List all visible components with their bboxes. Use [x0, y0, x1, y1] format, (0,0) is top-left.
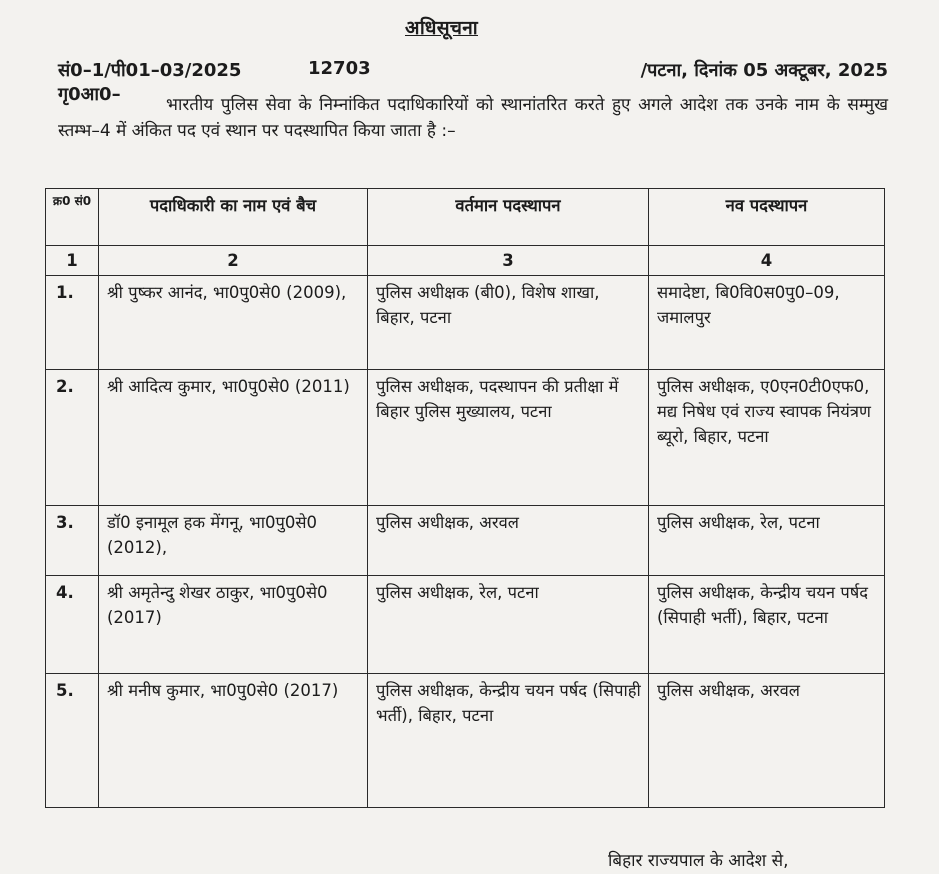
column-number-row — [46, 246, 885, 276]
column-number: 1 — [46, 246, 99, 276]
new-posting-cell: पुलिस अधीक्षक, रेल, पटना — [649, 506, 885, 576]
table-row — [46, 506, 885, 576]
serial-cell: 4. — [46, 576, 99, 674]
header-new-posting: नव पदस्थापन — [649, 189, 885, 246]
table-row — [46, 576, 885, 674]
serial-cell: 3. — [46, 506, 99, 576]
header-current-posting: वर्तमान पदस्थापन — [368, 189, 649, 246]
table-row — [46, 370, 885, 506]
current-posting-cell: पुलिस अधीक्षक (बी0), विशेष शाखा, बिहार, पटना — [368, 276, 649, 370]
intro-text: भारतीय पुलिस सेवा के निम्नांकित पदाधिकारियों को स्थानांतरित करते हुए अगले आदेश तक उनके नाम के सम्मुख स्तम्भ–4 में अंकित पद एवं स्थान पर पदस्थापित किया जाता है :– — [58, 95, 888, 141]
letter-number: 12703 — [308, 58, 371, 79]
name-cell: श्री पुष्कर आनंद, भा0पु0से0 (2009), — [99, 276, 368, 370]
serial-cell: 5. — [46, 674, 99, 808]
new-posting-cell: पुलिस अधीक्षक, केन्द्रीय चयन पर्षद (सिपाही भर्ती), बिहार, पटना — [649, 576, 885, 674]
column-number: 4 — [649, 246, 885, 276]
header-name: पदाधिकारी का नाम एवं बैच — [99, 189, 368, 246]
current-posting-cell: पुलिस अधीक्षक, पदस्थापन की प्रतीक्षा में बिहार पुलिस मुख्यालय, पटना — [368, 370, 649, 506]
intro-paragraph — [58, 92, 888, 144]
reference-number: सं0–1/पी01–03/2025 गृ0आ0– — [58, 60, 242, 105]
place-date: /पटना, दिनांक 05 अक्टूबर, 2025 — [640, 60, 888, 81]
table-header-row — [46, 189, 885, 246]
new-posting-cell: पुलिस अधीक्षक, अरवल — [649, 674, 885, 808]
name-cell: डॉ0 इनामूल हक मेंगनू, भा0पु0से0 (2012), — [99, 506, 368, 576]
column-number: 2 — [99, 246, 368, 276]
current-posting-cell: पुलिस अधीक्षक, रेल, पटना — [368, 576, 649, 674]
name-cell: श्री अमृतेन्दु शेखर ठाकुर, भा0पु0से0 (2017) — [99, 576, 368, 674]
new-posting-cell: समादेष्टा, बि0वि0स0पु0–09, जमालपुर — [649, 276, 885, 370]
transfer-table — [45, 188, 885, 808]
serial-cell: 2. — [46, 370, 99, 506]
current-posting-cell: पुलिस अधीक्षक, केन्द्रीय चयन पर्षद (सिपाही भर्ती), बिहार, पटना — [368, 674, 649, 808]
table-row — [46, 674, 885, 808]
serial-cell: 1. — [46, 276, 99, 370]
name-cell: श्री आदित्य कुमार, भा0पु0से0 (2011) — [99, 370, 368, 506]
table-row — [46, 276, 885, 370]
name-cell: श्री मनीष कुमार, भा0पु0से0 (2017) — [99, 674, 368, 808]
current-posting-cell: पुलिस अधीक्षक, अरवल — [368, 506, 649, 576]
header-serial: क्र0 सं0 — [46, 189, 99, 246]
column-number: 3 — [368, 246, 649, 276]
document-title: अधिसूचना — [405, 17, 478, 39]
new-posting-cell: पुलिस अधीक्षक, ए0एन0टी0एफ0, मद्य निषेध एवं राज्य स्वापक नियंत्रण ब्यूरो, बिहार, पटना — [649, 370, 885, 506]
governor-order-line: बिहार राज्यपाल के आदेश से, — [608, 851, 789, 871]
